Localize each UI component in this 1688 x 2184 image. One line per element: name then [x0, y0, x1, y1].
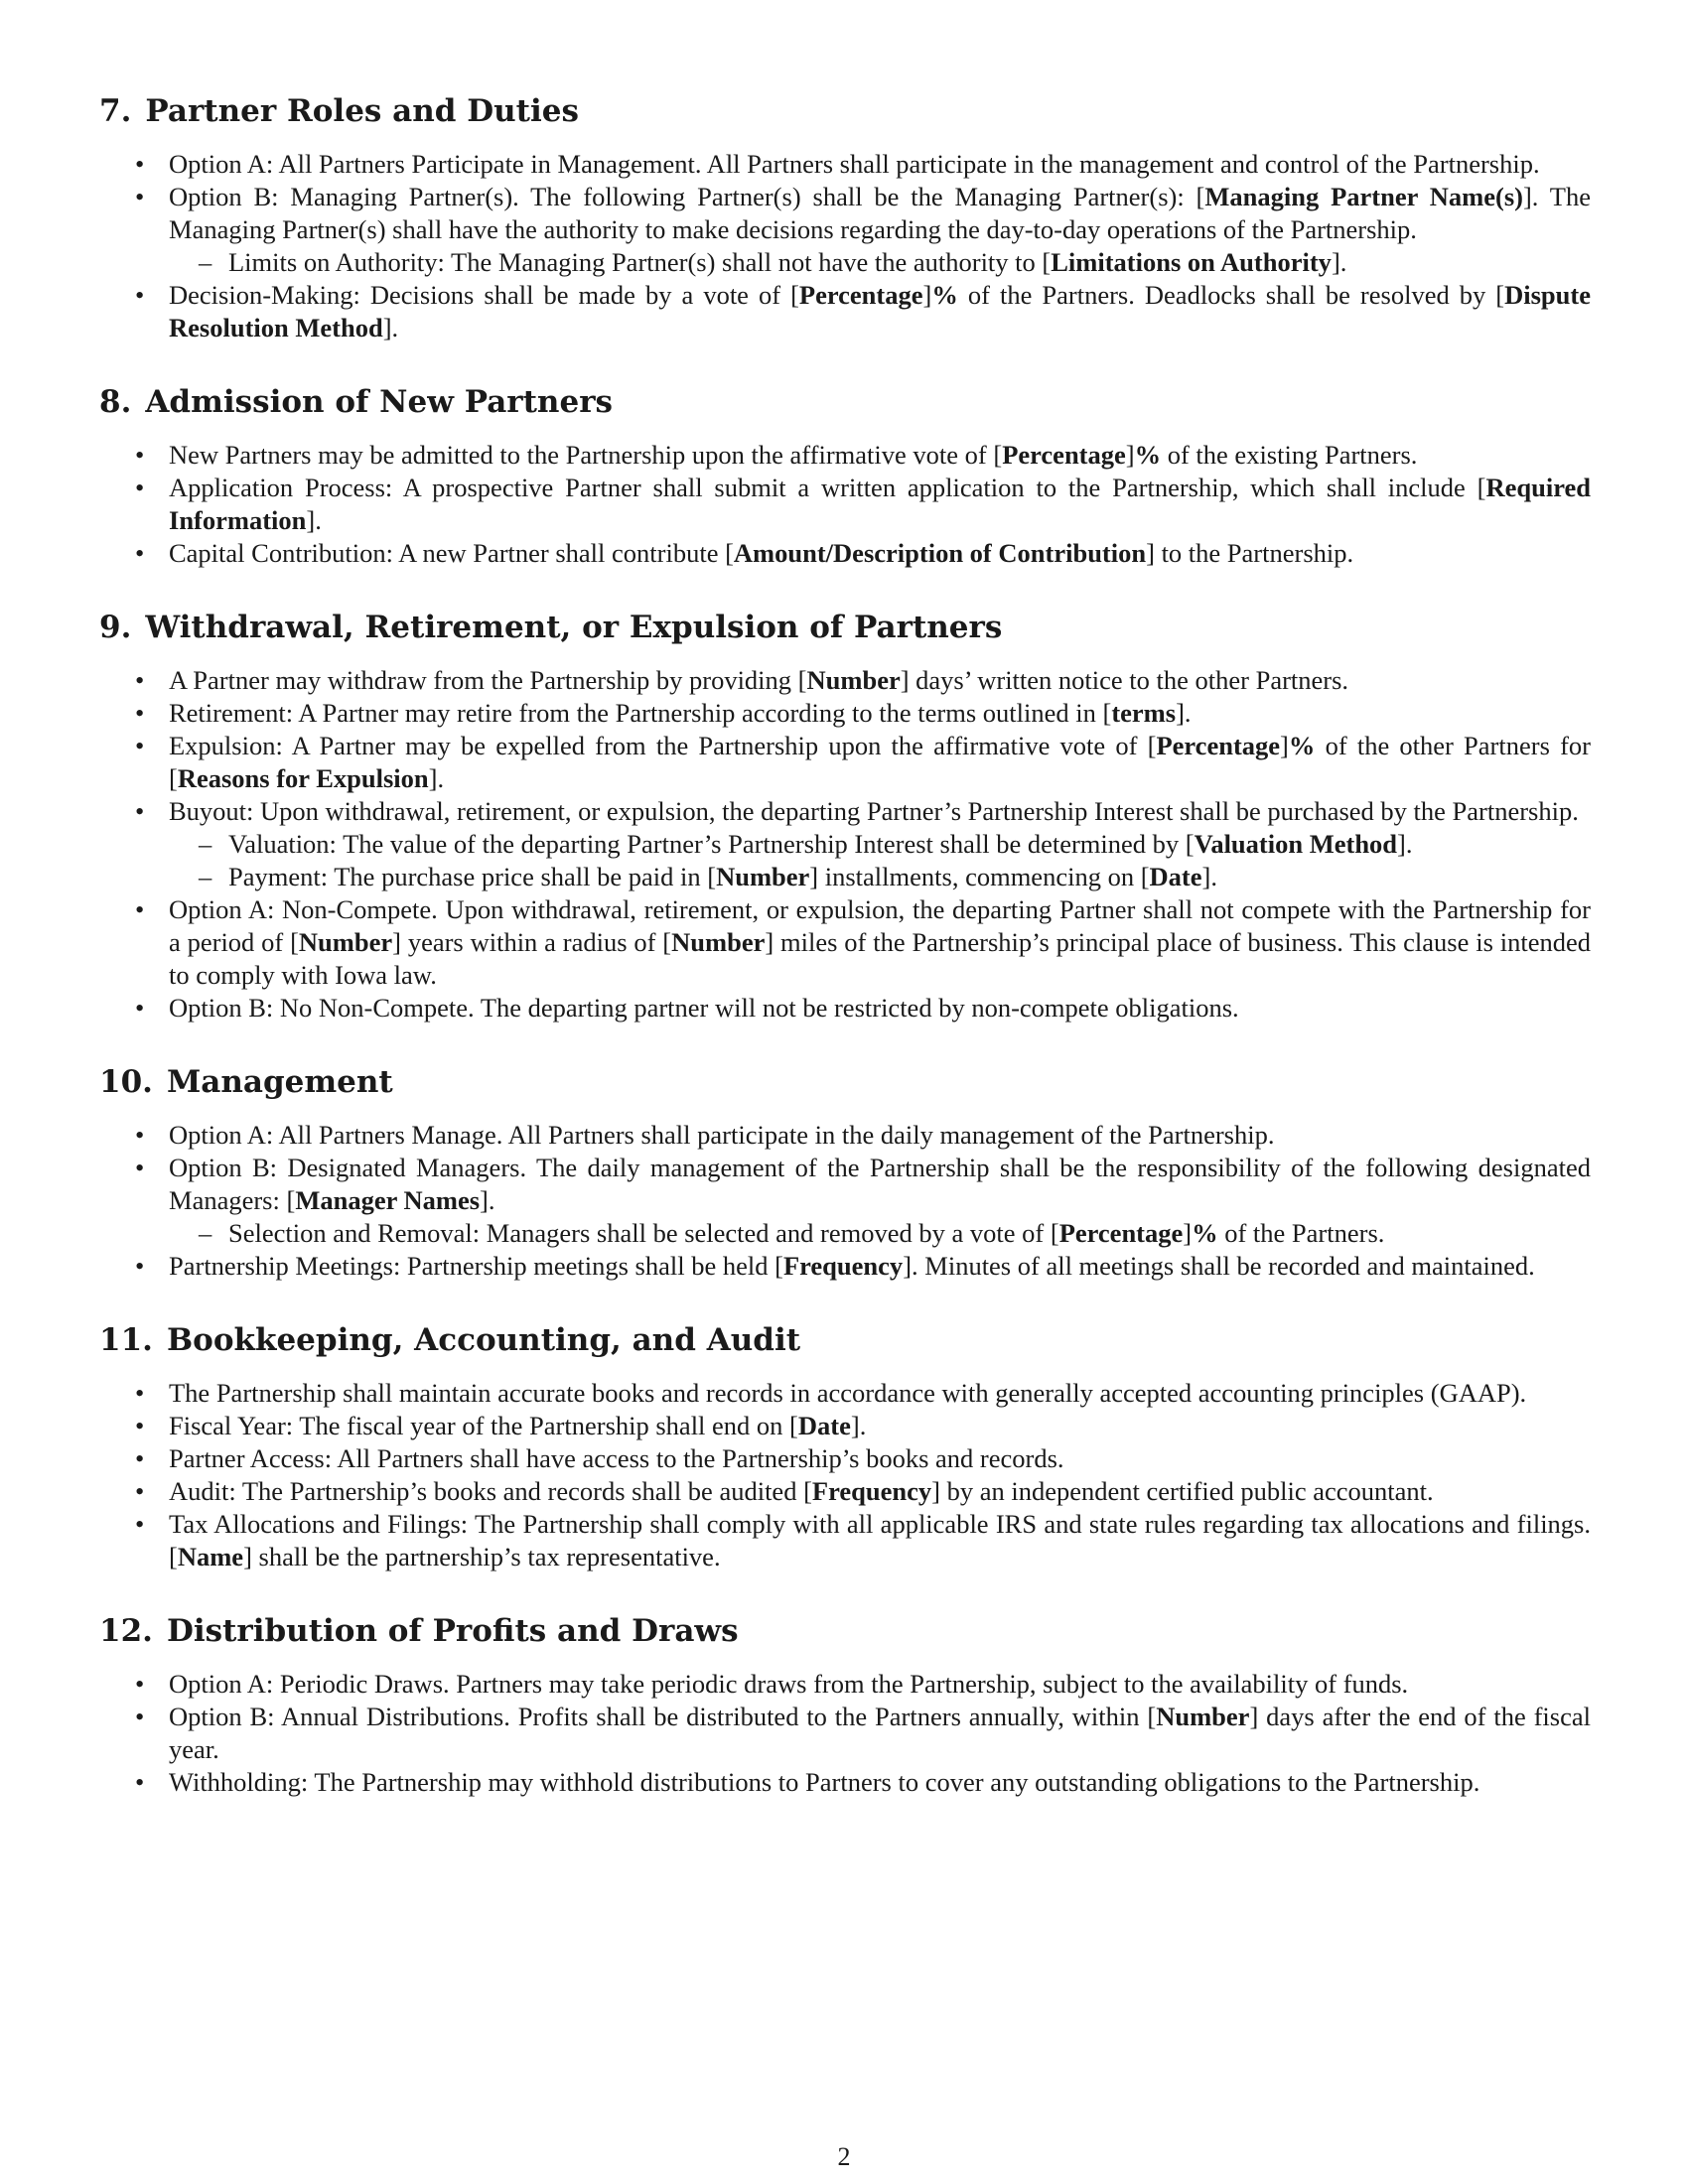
section-title: Partner Roles and Duties: [145, 93, 579, 129]
text-run: Partnership Meetings: Partnership meetings shall be held [: [169, 1251, 783, 1281]
bullet-list: [99, 1377, 1591, 1573]
placeholder-field: Number: [671, 927, 766, 957]
bullet-icon: •: [135, 894, 145, 924]
list-item: [99, 1152, 1591, 1250]
dash-icon: –: [199, 247, 212, 277]
placeholder-field: Frequency: [782, 1251, 904, 1281]
placeholder-field: Manager Names: [295, 1185, 481, 1215]
list-item: [99, 664, 1591, 697]
section-heading: [99, 1320, 1591, 1360]
sub-list: [169, 246, 1591, 279]
text-run: ]: [1183, 1218, 1193, 1248]
text-run: ]: [1125, 440, 1135, 470]
text-run: A Partner may withdraw from the Partnership by providing [: [169, 665, 807, 695]
bullet-icon: •: [135, 538, 145, 568]
dash-icon: –: [199, 1218, 212, 1248]
text-run: ] installments, commencing on [: [809, 862, 1150, 891]
text-run: ].: [850, 1411, 867, 1440]
placeholder-field: Percentage: [798, 280, 923, 310]
placeholder-field: Managing Partner Name(s): [1204, 182, 1523, 211]
text-run: ]. Minutes of all meetings shall be recorded and maintained.: [903, 1251, 1535, 1281]
text-run: ] by an independent certified public accountant.: [931, 1476, 1434, 1506]
placeholder-field: Percentage: [1058, 1218, 1184, 1248]
list-item: [99, 439, 1591, 472]
text-run: Option A: Periodic Draws. Partners may take periodic draws from the Partnership, subject to the availability of funds.: [169, 1669, 1409, 1699]
bullet-icon: •: [135, 280, 145, 310]
text-run: ].: [1176, 698, 1192, 728]
section-title: Management: [166, 1064, 393, 1100]
text-run: Payment: The purchase price shall be paid in [: [228, 862, 717, 891]
text-run: of the Partners. Deadlocks shall be resolved by [: [957, 280, 1505, 310]
text-run: Option B: No Non-Compete. The departing partner will not be restricted by non-compete obligations.: [169, 993, 1239, 1023]
section-9: [99, 608, 1591, 1024]
list-item: [99, 1475, 1591, 1508]
text-run: ] shall be the partnership’s tax representative.: [243, 1542, 721, 1571]
text-run: ] years within a radius of [: [392, 927, 672, 957]
placeholder-field: Date: [1149, 862, 1202, 891]
dash-icon: –: [199, 862, 212, 891]
list-item: [99, 1119, 1591, 1152]
placeholder-field: %: [931, 280, 958, 310]
bullet-icon: •: [135, 665, 145, 695]
text-run: ].: [480, 1185, 495, 1215]
section-number: 10.: [99, 1064, 153, 1100]
text-run: ].: [306, 505, 322, 535]
list-item: [99, 181, 1591, 279]
placeholder-field: Limitations on Authority: [1051, 247, 1332, 277]
text-run: ].: [428, 763, 445, 793]
placeholder-field: Dispute Resolution Method: [169, 280, 1591, 342]
text-run: New Partners may be admitted to the Partnership upon the affirmative vote of [: [169, 440, 1003, 470]
bullet-icon: •: [135, 1120, 145, 1150]
text-run: Expulsion: A Partner may be expelled from the Partnership upon the affirmative vote of [: [169, 731, 1157, 760]
list-item: [99, 1701, 1591, 1766]
placeholder-field: Frequency: [811, 1476, 932, 1506]
list-item: [99, 279, 1591, 344]
placeholder-field: Amount/Description of Contribution: [733, 538, 1147, 568]
text-run: Limits on Authority: The Managing Partner(s) shall not have the authority to [: [228, 247, 1052, 277]
bullet-icon: •: [135, 731, 145, 760]
text-run: Partner Access: All Partners shall have access to the Partnership’s books and records.: [169, 1443, 1064, 1473]
bullet-icon: •: [135, 698, 145, 728]
text-run: Valuation: The value of the departing Partner’s Partnership Interest shall be determined by [: [228, 829, 1195, 859]
bullet-icon: •: [135, 1476, 145, 1506]
bullet-icon: •: [135, 440, 145, 470]
bullet-list: [99, 148, 1591, 344]
text-run: ] to the Partnership.: [1146, 538, 1354, 568]
text-run: Tax Allocations and Filings: The Partnership shall comply with all applicable IRS and state rules regarding tax allocations and filings. [: [169, 1509, 1591, 1571]
bullet-icon: •: [135, 1251, 145, 1281]
bullet-icon: •: [135, 1509, 145, 1539]
list-item: [99, 537, 1591, 570]
list-item: [99, 1668, 1591, 1701]
text-run: ] days after the end of the fiscal year.: [169, 1702, 1591, 1764]
text-run: Option A: All Partners Manage. All Partners shall participate in the daily management of the Partnership.: [169, 1120, 1275, 1150]
bullet-icon: •: [135, 1669, 145, 1699]
placeholder-field: Date: [797, 1411, 851, 1440]
sub-list-item: [169, 246, 1591, 279]
placeholder-field: %: [1288, 731, 1316, 760]
bullet-list: [99, 439, 1591, 570]
text-run: Buyout: Upon withdrawal, retirement, or expulsion, the departing Partner’s Partnership Interest shall be purchased by the Partnership.: [169, 796, 1579, 826]
placeholder-field: Reasons for Expulsion: [177, 763, 429, 793]
text-run: ].: [1397, 829, 1413, 859]
placeholder-field: Required Information: [169, 473, 1591, 535]
text-run: ] days’ written notice to the other Partners.: [900, 665, 1349, 695]
section-heading: [99, 1062, 1591, 1102]
section-10: [99, 1062, 1591, 1283]
sub-list: [169, 1217, 1591, 1250]
text-run: Selection and Removal: Managers shall be selected and removed by a vote of [: [228, 1218, 1059, 1248]
placeholder-field: Percentage: [1156, 731, 1281, 760]
section-heading: [99, 1611, 1591, 1651]
sub-list-item: [169, 861, 1591, 893]
bullet-icon: •: [135, 473, 145, 502]
bullet-icon: •: [135, 1153, 145, 1182]
document-body: [99, 91, 1591, 1837]
list-item: [99, 992, 1591, 1024]
text-run: of the other Partners for [: [169, 731, 1591, 793]
text-run: Option A: Non-Compete. Upon withdrawal, retirement, or expulsion, the departing Partner shall not compete with the Partnership for a period of [: [169, 894, 1591, 957]
text-run: Retirement: A Partner may retire from the Partnership according to the terms outlined in [: [169, 698, 1112, 728]
bullet-icon: •: [135, 1378, 145, 1408]
section-heading: [99, 608, 1591, 647]
text-run: of the existing Partners.: [1161, 440, 1418, 470]
list-item: [99, 893, 1591, 992]
placeholder-field: terms: [1111, 698, 1177, 728]
section-11: [99, 1320, 1591, 1573]
section-number: 11.: [99, 1322, 153, 1358]
placeholder-field: %: [1192, 1218, 1218, 1248]
section-8: [99, 382, 1591, 570]
list-item: [99, 1410, 1591, 1442]
text-run: The Partnership shall maintain accurate books and records in accordance with generally accepted accounting principles (GAAP).: [169, 1378, 1527, 1408]
page-number: 2: [837, 2142, 851, 2171]
text-run: Option B: Managing Partner(s). The following Partner(s) shall be the Managing Partner(s): [: [169, 182, 1205, 211]
list-item: [99, 148, 1591, 181]
text-run: Audit: The Partnership’s books and records shall be audited [: [169, 1476, 812, 1506]
section-title: Distribution of Profits and Draws: [166, 1613, 739, 1649]
section-number: 9.: [99, 610, 132, 645]
list-item: [99, 795, 1591, 893]
list-item: [99, 1766, 1591, 1799]
text-run: ].: [1331, 247, 1347, 277]
text-run: ]. The Managing Partner(s) shall have the authority to make decisions regarding the day-to-day operations of the Partnership.: [169, 182, 1592, 244]
text-run: ]: [1280, 731, 1289, 760]
list-item: [99, 1377, 1591, 1410]
list-item: [99, 1442, 1591, 1475]
placeholder-field: Number: [1156, 1702, 1250, 1731]
bullet-icon: •: [135, 182, 145, 211]
text-run: Decision-Making: Decisions shall be made by a vote of [: [169, 280, 799, 310]
bullet-icon: •: [135, 1767, 145, 1797]
bullet-icon: •: [135, 993, 145, 1023]
list-item: [99, 730, 1591, 795]
text-run: ].: [382, 313, 399, 342]
placeholder-field: Number: [298, 927, 393, 957]
section-7: [99, 91, 1591, 344]
placeholder-field: Name: [177, 1542, 244, 1571]
placeholder-field: Number: [806, 665, 901, 695]
bullet-icon: •: [135, 1411, 145, 1440]
placeholder-field: Number: [716, 862, 810, 891]
bullet-icon: •: [135, 1702, 145, 1731]
bullet-list: [99, 1119, 1591, 1283]
text-run: of the Partners.: [1217, 1218, 1385, 1248]
sub-list-item: [169, 1217, 1591, 1250]
text-run: ].: [1201, 862, 1217, 891]
text-run: Fiscal Year: The fiscal year of the Partnership shall end on [: [169, 1411, 798, 1440]
text-run: ] miles of the Partnership’s principal place of business. This clause is intended to comply with Iowa law.: [169, 927, 1591, 990]
bullet-icon: •: [135, 1443, 145, 1473]
section-title: Admission of New Partners: [145, 384, 613, 420]
bullet-icon: •: [135, 149, 145, 179]
list-item: [99, 1508, 1591, 1573]
placeholder-field: Percentage: [1002, 440, 1126, 470]
text-run: Capital Contribution: A new Partner shall contribute [: [169, 538, 734, 568]
section-heading: [99, 382, 1591, 422]
section-heading: [99, 91, 1591, 131]
list-item: [99, 472, 1591, 537]
text-run: Option A: All Partners Participate in Management. All Partners shall participate in the management and control of the Partnership.: [169, 149, 1540, 179]
section-title: Withdrawal, Retirement, or Expulsion of Partners: [145, 610, 1003, 645]
text-run: Option B: Designated Managers. The daily management of the Partnership shall be the responsibility of the following designated Managers: [: [169, 1153, 1591, 1215]
bullet-list: [99, 1668, 1591, 1799]
text-run: Option B: Annual Distributions. Profits shall be distributed to the Partners annually, within [: [169, 1702, 1157, 1731]
sub-list: [169, 828, 1591, 893]
text-run: ]: [922, 280, 932, 310]
bullet-icon: •: [135, 796, 145, 826]
list-item: [99, 1250, 1591, 1283]
text-run: Withholding: The Partnership may withhold distributions to Partners to cover any outstanding obligations to the Partnership.: [169, 1767, 1480, 1797]
section-title: Bookkeeping, Accounting, and Audit: [166, 1322, 801, 1358]
section-12: [99, 1611, 1591, 1799]
placeholder-field: Valuation Method: [1194, 829, 1398, 859]
sub-list-item: [169, 828, 1591, 861]
list-item: [99, 697, 1591, 730]
text-run: Application Process: A prospective Partner shall submit a written application to the Partnership, which shall include [: [169, 473, 1486, 502]
dash-icon: –: [199, 829, 212, 859]
bullet-list: [99, 664, 1591, 1024]
section-number: 8.: [99, 384, 132, 420]
placeholder-field: %: [1134, 440, 1162, 470]
section-number: 12.: [99, 1613, 153, 1649]
section-number: 7.: [99, 93, 132, 129]
